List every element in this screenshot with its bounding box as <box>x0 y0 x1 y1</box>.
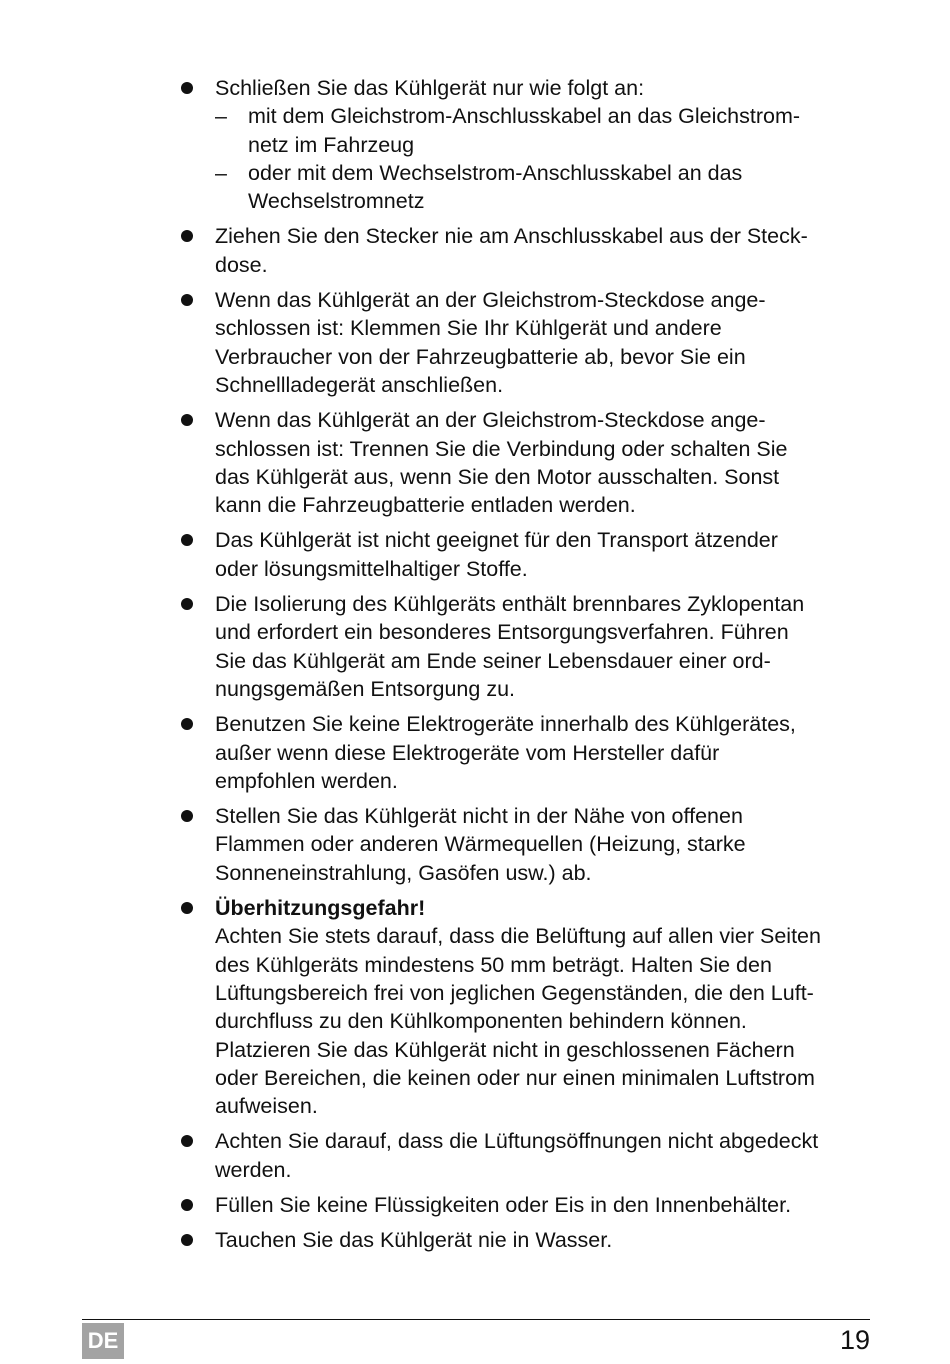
bullet-item <box>180 894 870 1120</box>
language-badge: DE <box>82 1323 124 1359</box>
bullet-text-line: außer wenn diese Elektrogeräte vom Hersteller dafür <box>215 740 720 765</box>
bullet-item <box>180 1226 870 1254</box>
bullet-item <box>180 802 870 887</box>
bullet-item <box>180 1191 870 1219</box>
bullet-text-line: Wenn das Kühlgerät an der Gleichstrom-Steckdose ange- <box>215 408 766 433</box>
bullet-text-line: oder lösungsmittelhaltiger Stoffe. <box>215 556 528 581</box>
bullet-dot-icon <box>181 1199 193 1211</box>
bullet-text-line: nungsgemäßen Entsorgung zu. <box>215 676 516 701</box>
bullet-item <box>180 526 870 583</box>
bullet-text-line: schlossen ist: Klemmen Sie Ihr Kühlgerät und andere <box>215 316 722 341</box>
bullet-text-line: schlossen ist: Trennen Sie die Verbindung oder schalten Sie <box>215 436 788 461</box>
bullet-dot-icon <box>181 598 193 610</box>
bullet-dot-icon <box>181 810 193 822</box>
footer-rule <box>82 1319 870 1320</box>
bullet-text-line: Schließen Sie das Kühlgerät nur wie folgt an: <box>215 76 645 100</box>
bullet-text-line: Sonneneinstrahlung, Gasöfen usw.) ab. <box>215 860 592 885</box>
bullet-text-line: Wenn das Kühlgerät an der Gleichstrom-Steckdose ange- <box>215 288 766 313</box>
bullet-text-line: aufweisen. <box>215 1094 318 1119</box>
bullet-item <box>180 590 870 703</box>
sub-list-item <box>215 159 870 216</box>
bullet-item <box>180 74 870 215</box>
bullet-dot-icon <box>181 902 193 914</box>
bullet-dot-icon <box>181 1135 193 1147</box>
bullet-text-line: Sie das Kühlgerät am Ende seiner Lebensdauer einer ord- <box>215 648 771 673</box>
bullet-text-line: dose. <box>215 252 268 277</box>
bullet-dot-icon <box>181 294 193 306</box>
bullet-text-line: kann die Fahrzeugbatterie entladen werden. <box>215 493 636 518</box>
bullet-text-line: des Kühlgeräts mindestens 50 mm beträgt. Halten Sie den <box>215 952 772 977</box>
bullet-text-line: werden. <box>215 1157 292 1182</box>
bullet-text-line: Lüftungsbereich frei von jeglichen Gegenständen, die den Luft- <box>215 980 814 1005</box>
bullet-dot-icon <box>181 230 193 242</box>
sub-item-text-line: oder mit dem Wechselstrom-Anschlusskabel an das <box>248 160 743 185</box>
bullet-text-line: das Kühlgerät aus, wenn Sie den Motor ausschalten. Sonst <box>215 464 780 489</box>
bullet-text-line: oder Bereichen, die keinen oder nur einen minimalen Luftstrom <box>215 1065 815 1090</box>
page-number: 19 <box>839 1325 870 1355</box>
bullet-text-line: Stellen Sie das Kühlgerät nicht in der Nähe von offenen <box>215 804 743 829</box>
bullet-text-line: Achten Sie darauf, dass die Lüftungsöffnungen nicht abgedeckt <box>215 1129 819 1154</box>
bullet-dot-icon <box>181 534 193 546</box>
page-content <box>180 74 870 1262</box>
safety-instructions-list <box>180 74 870 1255</box>
bullet-dot-icon <box>181 718 193 730</box>
bullet-heading: Überhitzungsgefahr! <box>215 896 426 921</box>
sub-item-text-line: mit dem Gleichstrom-Anschlusskabel an das Gleichstrom- <box>248 104 801 129</box>
bullet-dot-icon <box>181 1234 193 1246</box>
sub-item-text-line: netz im Fahrzeug <box>248 132 415 157</box>
bullet-text-line: Benutzen Sie keine Elektrogeräte innerhalb des Kühlgerätes, <box>215 712 796 737</box>
bullet-text-line: Füllen Sie keine Flüssigkeiten oder Eis in den Innenbehälter. <box>215 1192 792 1217</box>
bullet-text-line: Flammen oder anderen Wärmequellen (Heizung, starke <box>215 832 746 857</box>
bullet-text-line: Achten Sie stets darauf, dass die Belüftung auf allen vier Seiten <box>215 924 821 949</box>
bullet-item <box>180 222 870 279</box>
bullet-item <box>180 1127 870 1184</box>
bullet-text-line: empfohlen werden. <box>215 768 398 793</box>
bullet-dot-icon <box>181 82 193 94</box>
bullet-item <box>180 710 870 795</box>
bullet-item <box>180 286 870 399</box>
dash-marker: – <box>215 160 227 185</box>
bullet-text-line: Verbraucher von der Fahrzeugbatterie ab, bevor Sie ein <box>215 344 746 369</box>
sub-item-text-line: Wechselstromnetz <box>248 189 425 214</box>
bullet-text-line: und erfordert ein besonderes Entsorgungsverfahren. Führen <box>215 620 789 645</box>
dash-marker: – <box>215 104 227 129</box>
bullet-text-line: Das Kühlgerät ist nicht geeignet für den Transport ätzender <box>215 528 778 553</box>
bullet-text-line: Platzieren Sie das Kühlgerät nicht in geschlossenen Fächern <box>215 1037 795 1062</box>
bullet-text-line: Tauchen Sie das Kühlgerät nie in Wasser. <box>215 1228 613 1253</box>
sub-list <box>215 102 870 215</box>
bullet-dot-icon <box>181 414 193 426</box>
sub-list-item <box>215 102 870 159</box>
bullet-text-line: Ziehen Sie den Stecker nie am Anschlusskabel aus der Steck- <box>215 224 808 249</box>
bullet-text-line: Die Isolierung des Kühlgeräts enthält brennbares Zyklopentan <box>215 592 805 617</box>
bullet-text-line: durchfluss zu den Kühlkomponenten behindern können. <box>215 1009 747 1034</box>
bullet-text-line: Schnellladegerät anschließen. <box>215 372 504 397</box>
bullet-item <box>180 406 870 519</box>
